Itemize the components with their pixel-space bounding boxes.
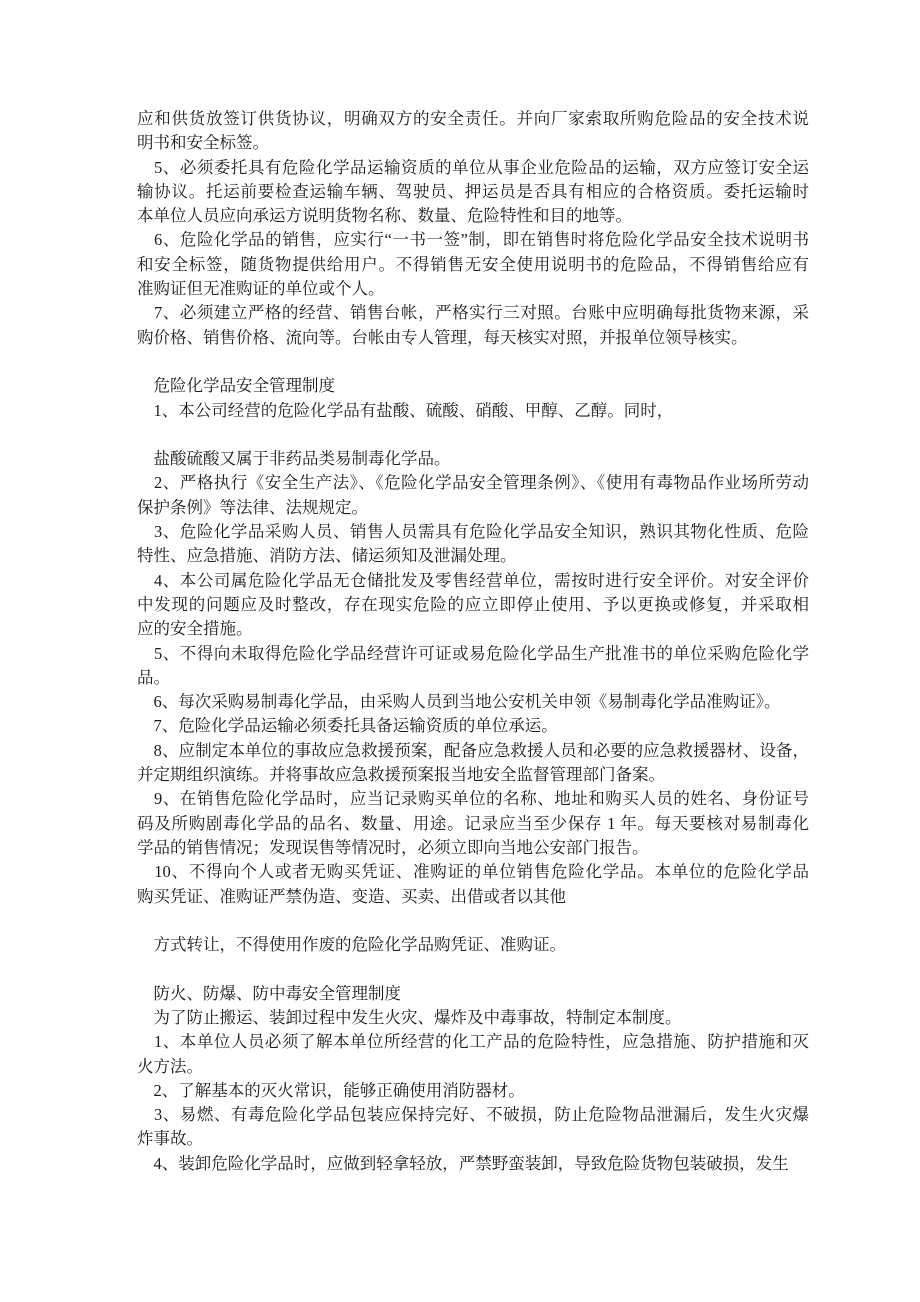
paragraph	[137, 471, 809, 520]
text-line: 10、不得向个人或者无购买凭证、准购证的单位销售危险化学品。本单位的危险化学品	[137, 862, 809, 882]
text-line: 4、装卸危险化学品时，应做到轻拿轻放，严禁野蛮装卸，导致危险货物包装破损，发生	[137, 1153, 789, 1173]
text-line: 购价格、销售价格、流向等。台帐由专人管理，每天核实对照，并报单位领导核实。	[137, 327, 748, 347]
text-line: 6、每次采购易制毒化学品，由采购人员到当地公安机关申领《易制毒化学品准购证》。	[137, 692, 781, 712]
text-line: 2、严格执行《安全生产法》、《危险化学品安全管理条例》、《使用有毒物品作业场所劳动	[137, 473, 809, 493]
section-heading	[137, 982, 809, 1006]
paragraph	[137, 714, 809, 738]
text-line: 学品的销售情况；发现误售等情况时，必须立即向当地公安部门报告。	[137, 837, 649, 857]
paragraph	[137, 860, 809, 909]
document-page	[137, 107, 809, 1176]
text-line: 码及所购剧毒化学品的品名、数量、用途。记录应当至少保存 1 年。每天要核对易制毒化	[137, 813, 809, 833]
text-line: 4、本公司属危险化学品无仓储批发及零售经营单位，需按时进行安全评价。对安全评价	[137, 570, 809, 590]
text-line: 应的安全措施。	[137, 619, 253, 639]
paragraph	[137, 1152, 809, 1176]
text-line: 保护条例》等法律、法规规定。	[137, 497, 368, 517]
paragraph	[137, 569, 809, 642]
text-line: 2、了解基本的灭火常识，能够正确使用消防器材。	[137, 1080, 525, 1100]
text-line: 应和供货放签订供货协议，明确双方的安全责任。并向厂家索取所购危险品的安全技术说	[137, 109, 809, 128]
text-line: 明书和安全标签。	[137, 133, 269, 153]
text-line: 1、本公司经营的危险化学品有盐酸、硫酸、硝酸、甲醇、乙醇。同时，	[137, 400, 674, 420]
paragraph	[137, 156, 809, 229]
text-line: 5、必须委托具有危险化学品运输资质的单位从事企业危险品的运输，双方应签订安全运	[137, 157, 809, 177]
paragraph	[137, 739, 809, 788]
text-line: 3、易燃、有毒危险化学品包装应保持完好、不破损，防止危险物品泄漏后，发生火灾爆	[137, 1105, 809, 1125]
blank-line	[137, 909, 809, 933]
paragraph	[137, 933, 809, 957]
text-line: 购买凭证、准购证严禁伪造、变造、买卖、出借或者以其他	[137, 886, 566, 906]
paragraph	[137, 1103, 809, 1152]
paragraph	[137, 399, 809, 423]
text-line: 7、危险化学品运输必须委托具备运输资质的单位承运。	[137, 716, 558, 736]
blank-line	[137, 350, 809, 374]
text-line: 本单位人员应向承运方说明货物名称、数量、危险特性和目的地等。	[137, 206, 632, 226]
text-line: 9、在销售危险化学品时，应当记录购买单位的名称、地址和购买人员的姓名、身份证号	[137, 789, 809, 809]
paragraph	[137, 228, 809, 301]
text-line: 7、必须建立严格的经营、销售台帐，严格实行三对照。台账中应明确每批货物来源，采	[137, 303, 809, 323]
paragraph	[137, 301, 809, 350]
text-line: 火方法。	[137, 1056, 203, 1076]
paragraph	[137, 520, 809, 569]
paragraph	[137, 787, 809, 860]
blank-line	[137, 957, 809, 981]
text-line: 和安全标签，随货物提供给用户。不得销售无安全使用说明书的危险品，不得销售给应有	[137, 254, 809, 274]
text-line: 5、不得向未取得危险化学品经营许可证或易危险化学品生产批准书的单位采购危险化学	[137, 643, 809, 663]
blank-line	[137, 423, 809, 447]
document-body	[137, 107, 809, 1176]
section-heading	[137, 374, 809, 398]
text-line: 1、本单位人员必须了解本单位所经营的化工产品的危险特性，应急措施、防护措施和灭	[137, 1032, 809, 1052]
paragraph	[137, 447, 809, 471]
paragraph	[137, 642, 809, 691]
text-line: 方式转让，不得使用作废的危险化学品购凭证、准购证。	[137, 935, 566, 955]
text-line: 防火、防爆、防中毒安全管理制度	[137, 983, 401, 1003]
text-line: 危险化学品安全管理制度	[137, 376, 335, 396]
text-line: 并定期组织演练。并将事故应急救援预案报当地安全监督管理部门备案。	[137, 765, 665, 785]
text-line: 炸事故。	[137, 1129, 203, 1149]
text-line: 盐酸硫酸又属于非药品类易制毒化学品。	[137, 449, 451, 469]
text-line: 特性、应急措施、消防方法、储运须知及泄漏处理。	[137, 546, 517, 566]
paragraph	[137, 107, 809, 156]
text-line: 8、应制定本单位的事故应急救援预案，配备应急救援人员和必要的应急救援器材、设备，	[137, 740, 809, 760]
text-line: 准购证但无准购证的单位或个人。	[137, 279, 385, 299]
paragraph	[137, 1079, 809, 1103]
text-line: 3、危险化学品采购人员、销售人员需具有危险化学品安全知识，熟识其物化性质、危险	[137, 522, 809, 542]
paragraph	[137, 1006, 809, 1030]
text-line: 中发现的问题应及时整改，存在现实危险的应立即停止使用、予以更换或修复，并采取相	[137, 594, 809, 614]
text-line: 6、危险化学品的销售，应实行“一书一签”制，即在销售时将危险化学品安全技术说明书	[137, 230, 809, 250]
text-line: 品。	[137, 667, 170, 687]
paragraph	[137, 690, 809, 714]
text-line: 输协议。托运前要检查运输车辆、驾驶员、押运员是否具有相应的合格资质。委托运输时	[137, 181, 809, 201]
text-line: 为了防止搬运、装卸过程中发生火灾、爆炸及中毒事故，特制定本制度。	[137, 1007, 682, 1027]
paragraph	[137, 1030, 809, 1079]
